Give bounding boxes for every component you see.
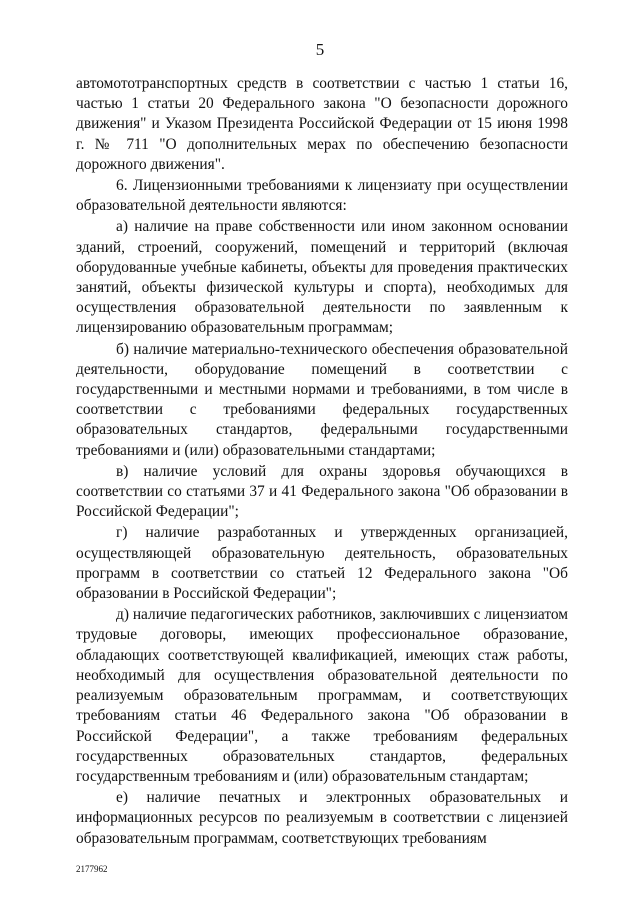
paragraph-subitem-a: а) наличие на праве собственности или ином законном основании зданий, строений, сооружений, помещений и территорий (включая оборудованные учебные кабинеты, объекты для проведения практических занятий, объекты физической культуры и спорта), необходимых для осуществления образовательной деятельности по заявленным к лицензированию образовательным программам; (76, 218, 568, 337)
document-code: 2177962 (76, 864, 108, 874)
document-body (76, 74, 568, 849)
paragraph-item-6: 6. Лицензионными требованиями к лицензиату при осуществлении образовательной деятельности являются: (76, 177, 568, 215)
paragraph-subitem-e: е) наличие печатных и электронных образовательных и информационных ресурсов по реализуемым в соответствии с лицензией образовательным программам, соответствующих требованиям (76, 789, 568, 847)
paragraph-continuation: автомототранспортных средств в соответствии с частью 1 статьи 16, частью 1 статьи 20 Федерального закона "О безопасности дорожного движения" и Указом Президента Российской Федерации от 15 июня 1998 г. № 711 "О дополнительных мерах по обеспечению безопасности дорожного движения". (76, 75, 568, 173)
paragraph-subitem-v: в) наличие условий для охраны здоровья обучающихся в соответствии со статьями 37 и 41 Федерального закона "Об образовании в Российской Федерации"; (76, 462, 568, 521)
paragraph-subitem-g: г) наличие разработанных и утвержденных организацией, осуществляющей образовательную деятельность, образовательных программ в соответствии со статьей 12 Федерального закона "Об образовании в Российской Федерации"; (76, 524, 568, 603)
page-number: 5 (315, 40, 325, 59)
paragraph-subitem-d: д) наличие педагогических работников, заключивших с лицензиатом трудовые договоры, имеющих профессиональное образование, обладающих соответствующей квалификацией, имеющих стаж работы, необходимый для осуществления образовательной деятельности по реализуемым образовательным программам, и соответствующих требованиям статьи 46 Федерального закона "Об образовании в Российской Федерации", а также требованиям федеральных государственных образовательных стандартов, федеральных государственным требованиям и (или) образовательным стандартам; (76, 606, 568, 785)
paragraph-subitem-b: б) наличие материально-технического обеспечения образовательной деятельности, оборудование помещений в соответствии с государственными и местными нормами и требованиями, в том числе в соответствии с требованиями федеральных государственных образовательных стандартов, федеральными государственными требованиями и (или) образовательными стандартами; (76, 340, 568, 459)
